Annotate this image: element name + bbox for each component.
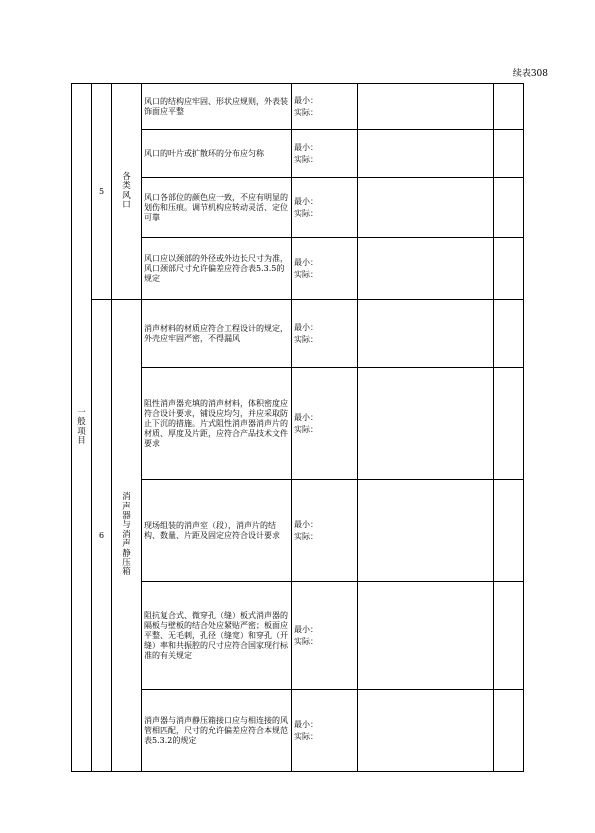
min-label: 最小： <box>294 624 318 634</box>
min-label: 最小： <box>294 142 318 152</box>
group-name-cell <box>112 300 142 772</box>
remark-cell[interactable] <box>494 368 524 480</box>
remark-cell[interactable] <box>494 300 524 368</box>
requirement-cell: 阻性消声器充填的消声材料，体积密度应符合设计要求，铺设应均匀，并应采取防止下沉的措施。片式阻性消声器消声片的材质、厚度及片距，应符合产品技术文件要求 <box>142 368 292 480</box>
min-label: 最小： <box>294 412 318 422</box>
remark-cell[interactable] <box>494 130 524 178</box>
remark-cell[interactable] <box>494 178 524 238</box>
group-name: 各类风口 <box>122 171 131 210</box>
actual-label: 实际： <box>294 531 318 541</box>
measurement-cell <box>292 582 358 690</box>
result-cell[interactable] <box>358 238 494 300</box>
requirement-cell: 风口各部位的颜色应一致，不应有明显的划伤和压痕。调节机构应转动灵活、定位可靠 <box>142 178 292 238</box>
remark-cell[interactable] <box>494 582 524 690</box>
result-cell[interactable] <box>358 582 494 690</box>
requirement-cell: 现场组装的消声室（段），消声片的结构、数量、片距及固定应符合设计要求 <box>142 480 292 582</box>
requirement-cell: 消声器与消声静压箱接口应与相连接的风管相匹配，尺寸的允许偏差应符合本规范表5.3.2的规定 <box>142 690 292 772</box>
actual-label: 实际： <box>294 208 318 218</box>
measurement-cell <box>292 178 358 238</box>
remark-cell[interactable] <box>494 480 524 582</box>
requirement-cell: 风口应以颈部的外径或外边长尺寸为准，风口颈部尺寸允许偏差应符合表5.3.5的规定 <box>142 238 292 300</box>
result-cell[interactable] <box>358 130 494 178</box>
result-cell[interactable] <box>358 690 494 772</box>
actual-label: 实际： <box>294 154 318 164</box>
min-label: 最小： <box>294 95 318 105</box>
group-number: 6 <box>92 300 112 772</box>
requirement-cell: 风口的叶片或扩散环的分布应匀称 <box>142 130 292 178</box>
continuation-label: 续表308 <box>512 69 548 79</box>
actual-label: 实际： <box>294 731 318 741</box>
min-label: 最小： <box>294 196 318 206</box>
inspection-table <box>71 83 524 772</box>
measurement-cell <box>292 84 358 130</box>
requirement-cell: 阻抗复合式、微穿孔（缝）板式消声器的隔板与壁板的结合处应紧贴严密；板面应平整、无毛刺，孔径（缝宽）和穿孔（开缝）率和共振腔的尺寸应符合国家现行标准的有关规定 <box>142 582 292 690</box>
measurement-cell <box>292 130 358 178</box>
measurement-cell <box>292 690 358 772</box>
actual-label: 实际： <box>294 334 318 344</box>
remark-cell[interactable] <box>494 84 524 130</box>
remark-cell[interactable] <box>494 238 524 300</box>
group-name: 消声器与消声静压箱 <box>122 492 131 578</box>
table-row <box>72 300 524 368</box>
measurement-cell <box>292 480 358 582</box>
result-cell[interactable] <box>358 480 494 582</box>
result-cell[interactable] <box>358 300 494 368</box>
category-label: 一般项目 <box>77 407 86 446</box>
group-number: 5 <box>92 84 112 300</box>
min-label: 最小： <box>294 257 318 267</box>
requirement-cell: 风口的结构应牢固、形状应规则，外表装饰面应平整 <box>142 84 292 130</box>
actual-label: 实际： <box>294 636 318 646</box>
min-label: 最小： <box>294 322 318 332</box>
group-name-cell <box>112 84 142 300</box>
remark-cell[interactable] <box>494 690 524 772</box>
result-cell[interactable] <box>358 84 494 130</box>
table-row <box>72 84 524 130</box>
min-label: 最小： <box>294 719 318 729</box>
actual-label: 实际： <box>294 107 318 117</box>
measurement-cell <box>292 368 358 480</box>
min-label: 最小： <box>294 519 318 529</box>
actual-label: 实际： <box>294 269 318 279</box>
category-cell <box>72 84 92 772</box>
measurement-cell <box>292 300 358 368</box>
requirement-cell: 消声材料的材质应符合工程设计的规定，外壳应牢固严密，不得漏风 <box>142 300 292 368</box>
result-cell[interactable] <box>358 178 494 238</box>
actual-label: 实际： <box>294 424 318 434</box>
measurement-cell <box>292 238 358 300</box>
result-cell[interactable] <box>358 368 494 480</box>
